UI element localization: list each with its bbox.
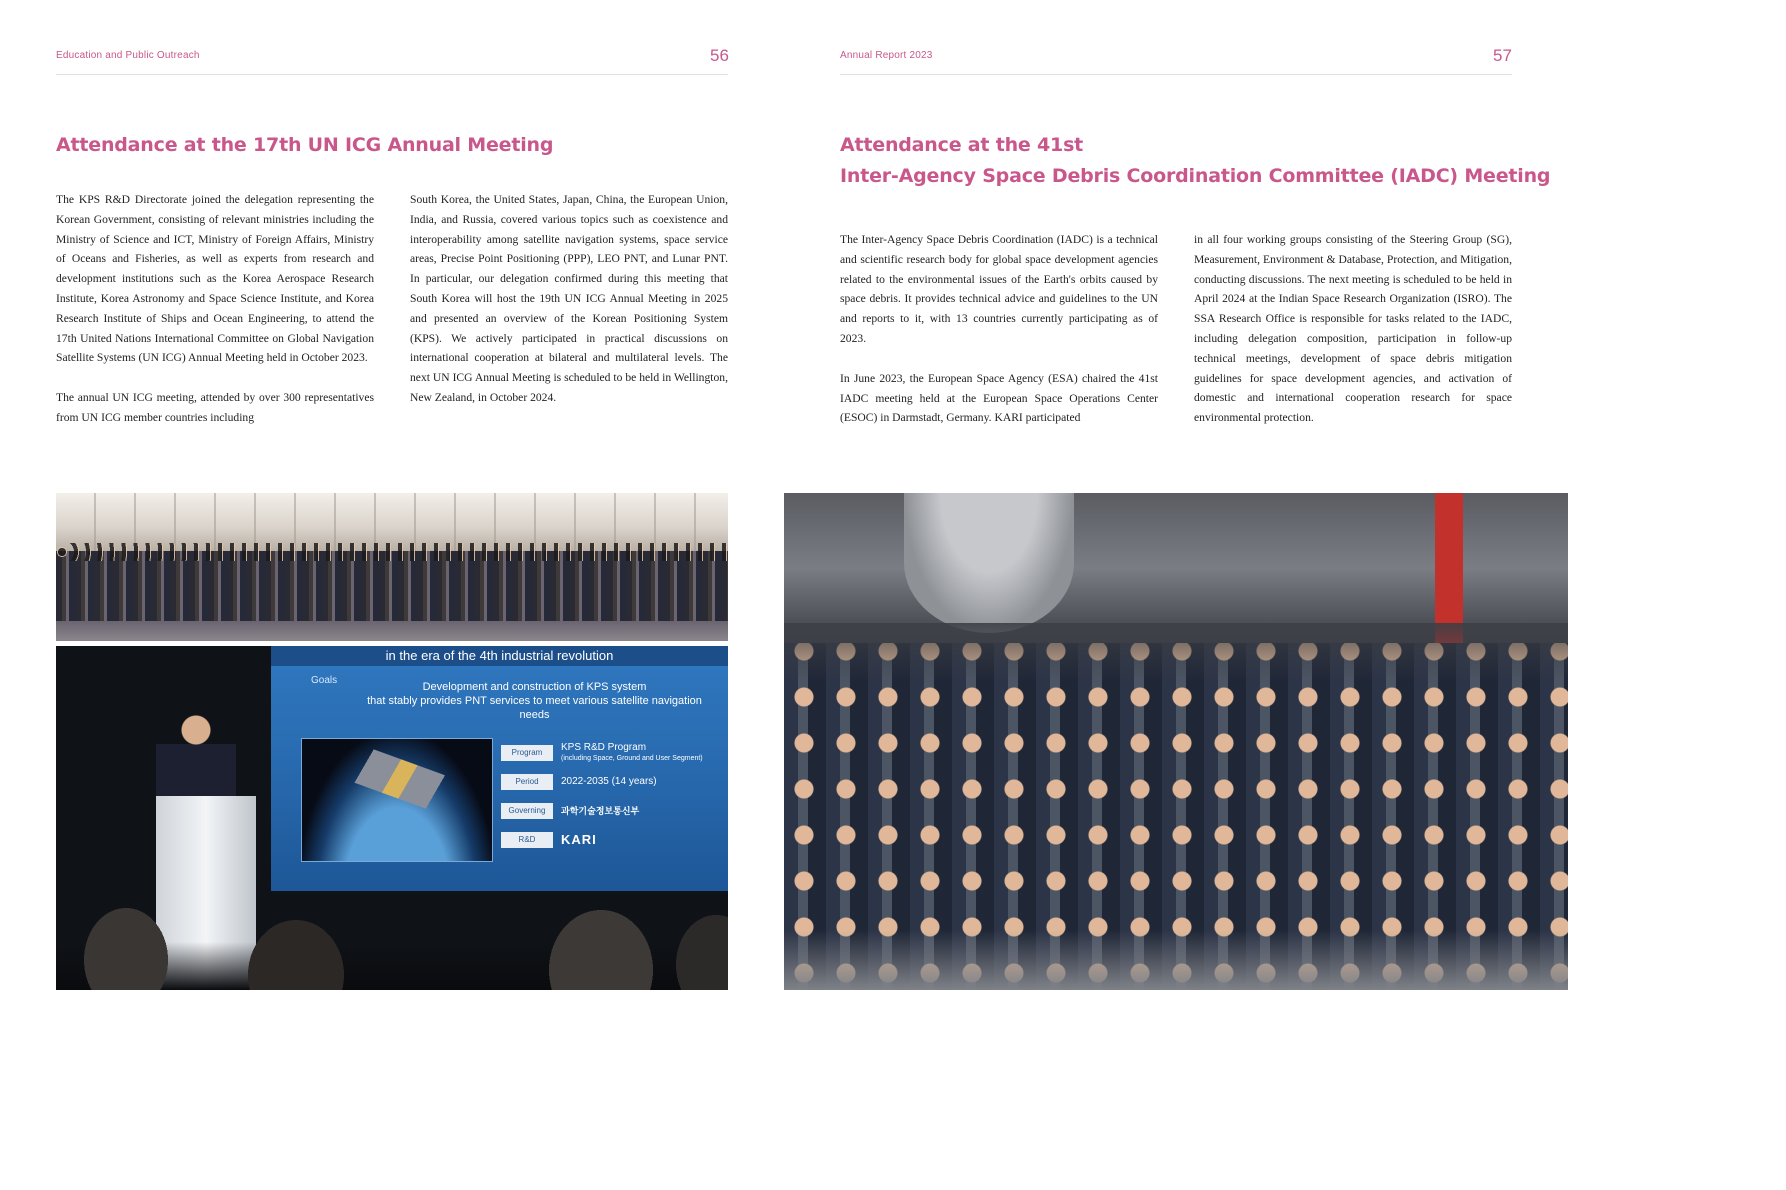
page-number: 57: [1493, 46, 1512, 65]
header-rule: [840, 74, 1512, 75]
slide-info-rows: [501, 738, 718, 854]
paragraph: South Korea, the United States, Japan, China, the European Union, India, and Russia, covered various topics such as coexistence and interoperability among satellite navigation systems, space service areas, Precise Point Positioning (PPP), LEO PNT, and Lunar PNT. In particular, our delegation confirmed during this meeting that South Korea will host the 19th UN ICG Annual Meeting in 2025 and presented an overview of the Korean Positioning System (KPS). We actively participated in practical discussions on international cooperation at bilateral and multilateral levels. The next UN ICG Annual Meeting is scheduled to be held in Wellington, New Zealand, in October 2024.: [410, 193, 728, 404]
presentation-slide: [271, 646, 728, 891]
icg-group-photo: [56, 493, 728, 641]
page-number: 56: [710, 46, 729, 65]
slide-goals-label: Goals: [311, 675, 338, 686]
paragraph: in all four working groups consisting of the Steering Group (SG), Measurement, Environment & Database, Protection, and Mitigation, conducting discussions. The next meeting is scheduled to be held in April 2024 at the Indian Space Research Organization (ISRO). The SSA Research Office is responsible for tasks related to the IADC, including delegation composition, participation in follow-up technical meetings, development of space debris mitigation guidelines for space development agencies, and activation of domestic and international cooperation research for space environmental protection.: [1194, 233, 1512, 425]
icg-presentation-photo: [56, 646, 728, 990]
satellite-image: [301, 738, 493, 862]
slide-row: Governing 과학기술정보통신부: [501, 796, 718, 825]
body-column-2: [410, 190, 728, 428]
slide-row: R&D KARI: [501, 825, 718, 854]
paragraph: The KPS R&D Directorate joined the delegation representing the Korean Government, consisting of relevant ministries including the Ministry of Science and ICT, Ministry of Foreign Affairs, Ministry of Oceans and Fisheries, as well as experts from research and development institutions such as the Korea Aerospace Research Institute, Korea Astronomy and Space Science Institute, and Korea Research Institute of Ships and Ocean Engineering, to attend the 17th United Nations International Committee on Global Navigation Satellite Systems (UN ICG) Annual Meeting held in October 2023.: [56, 193, 374, 365]
slide-goal-text: Development and construction of KPS system that stably provides PNT services to meet various satellite navigation needs: [367, 681, 702, 721]
audience-silhouettes: [56, 870, 728, 990]
iadc-group-photo: [784, 493, 1568, 990]
body-column-1: [840, 230, 1158, 448]
header-rule: [56, 74, 728, 75]
paragraph: In June 2023, the European Space Agency (ESA) chaired the 41st IADC meeting held at the European Space Operations Center (ESOC) in Darmstadt, Germany. KARI participated: [840, 371, 1158, 425]
slide-row: Program KPS R&D Program (including Space, Ground and User Segment): [501, 738, 718, 767]
slide-row: Period 2022-2035 (14 years): [501, 767, 718, 796]
body-column-1: [56, 190, 374, 448]
satellite-icon: [339, 741, 455, 814]
right-page: [840, 0, 1786, 1190]
slide-banner: in the era of the 4th industrial revolution: [271, 646, 728, 666]
running-head: Education and Public Outreach: [56, 50, 200, 61]
paragraph: The annual UN ICG meeting, attended by over 300 representatives from UN ICG member countries including: [56, 391, 374, 424]
body-column-2: [1194, 230, 1512, 448]
section-title: Attendance at the 41st Inter-Agency Space Debris Coordination Committee (IADC) Meeting: [840, 134, 1551, 187]
running-head: Annual Report 2023: [840, 50, 933, 61]
ministry-logo: 과학기술정보통신부: [561, 806, 640, 816]
kari-logo: KARI: [561, 832, 597, 847]
paragraph: The Inter-Agency Space Debris Coordination (IADC) is a technical and scientific research body for global space development agencies related to the environmental issues of the Earth's orbits caused by space debris. It provides technical advice and guidelines to the UN and reports to it, with 13 countries currently participating as of 2023.: [840, 233, 1158, 345]
section-title: Attendance at the 17th UN ICG Annual Meeting: [56, 134, 554, 156]
